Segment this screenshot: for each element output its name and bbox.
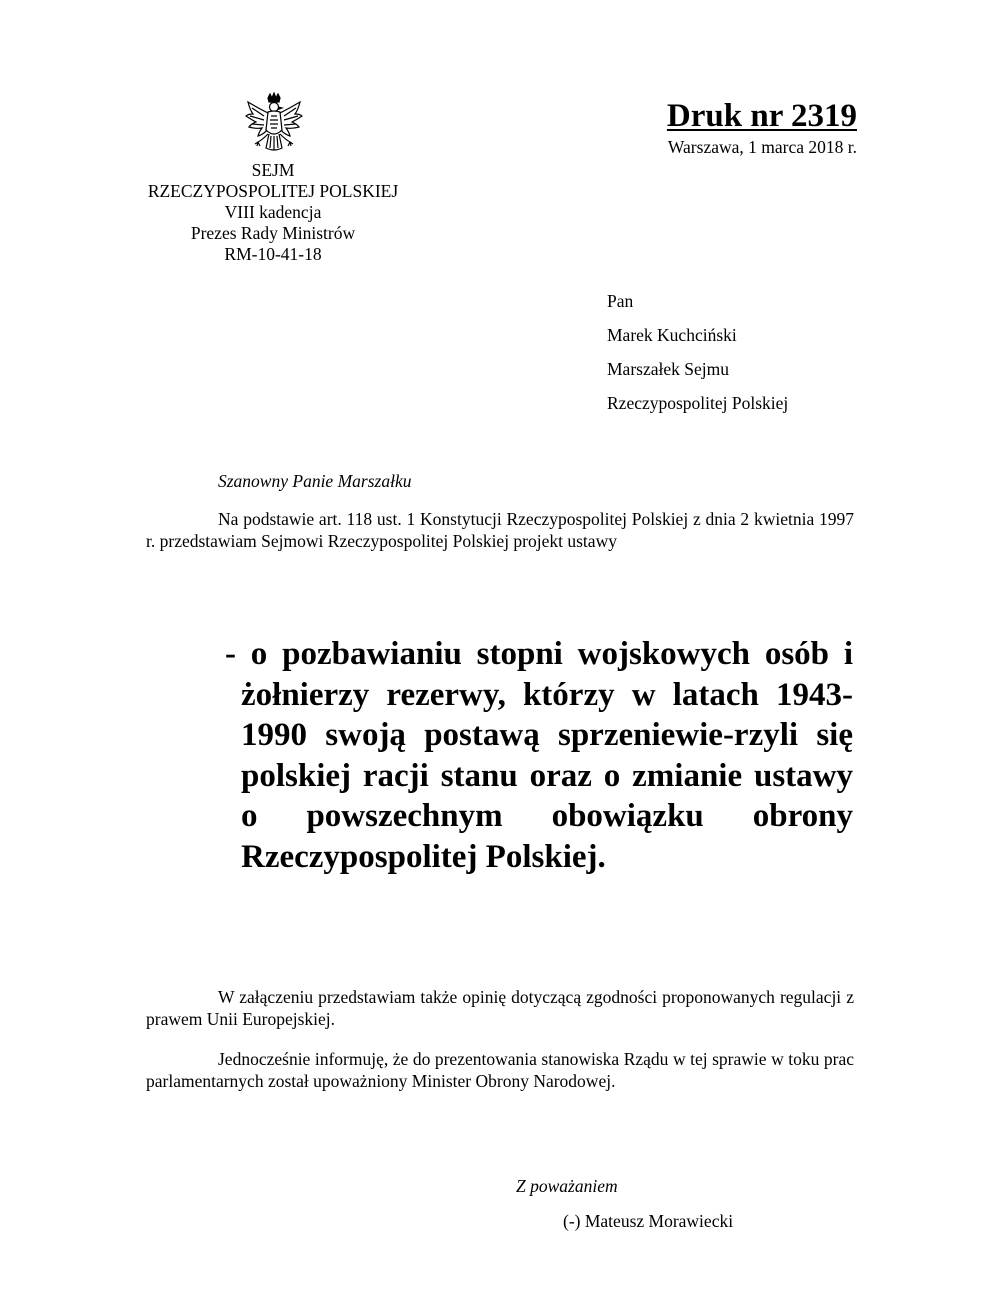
intro-paragraph: Na podstawie art. 118 ust. 1 Konstytucji Rzeczypospolitej Polskiej z dnia 2 kwietnia 1997 r. przedstawiam Sejmowi Rzeczypospolitej Polskiej projekt ustawy bbox=[146, 509, 854, 551]
bill-title: - o pozbawianiu stopni wojskowych osób i żołnierzy rezerwy, którzy w latach 1943-1990 swoją postawą sprzeniewie-rzyli się polskiej racji stanu oraz o zmianie ustawy o powszechnym obowiązku obrony Rzeczypospolitej Polskiej. bbox=[225, 636, 853, 875]
representative-paragraph: Jednocześnie informuję, że do prezentowania stanowiska Rządu w tej sprawie w toku prac parlamentarnych został upoważniony Minister Obrony Narodowej. bbox=[146, 1049, 854, 1091]
signature: (-) Mateusz Morawiecki bbox=[563, 1211, 734, 1231]
attachment-paragraph: W załączeniu przedstawiam także opinię dotyczącą zgodności proponowanych regulacji z prawem Unii Europejskiej. bbox=[146, 987, 854, 1029]
addressee-name: Marek Kuchciński bbox=[607, 325, 737, 345]
header-republic: RZECZYPOSPOLITEJ POLSKIEJ bbox=[147, 181, 399, 201]
polish-eagle-emblem-icon bbox=[244, 92, 304, 158]
header-sender: Prezes Rady Ministrów bbox=[190, 223, 356, 243]
closing: Z poważaniem bbox=[516, 1176, 618, 1196]
header-term: VIII kadencja bbox=[224, 202, 322, 222]
salutation: Szanowny Panie Marszałku bbox=[218, 471, 412, 491]
addressee-institution: Rzeczypospolitej Polskiej bbox=[607, 393, 789, 413]
place-date: Warszawa, 1 marca 2018 r. bbox=[667, 137, 857, 157]
sender-header bbox=[100, 160, 446, 265]
print-number: Druk nr 2319 bbox=[666, 98, 857, 134]
addressee-block bbox=[607, 284, 788, 420]
header-reference: RM-10-41-18 bbox=[224, 244, 322, 264]
addressee-salutation-word: Pan bbox=[607, 291, 634, 311]
header-sejm: SEJM bbox=[251, 160, 295, 180]
addressee-office: Marszałek Sejmu bbox=[607, 359, 729, 379]
